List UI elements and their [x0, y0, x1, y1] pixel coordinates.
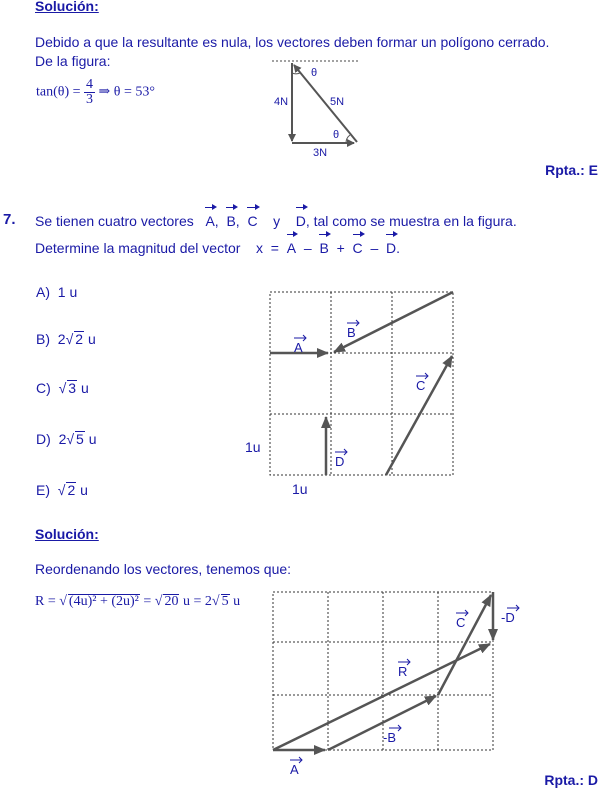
solution-label-a: A [290, 762, 299, 777]
option-e-unit: u [80, 482, 88, 498]
tan-fraction [84, 78, 95, 107]
option-d-unit: u [88, 431, 97, 447]
tan-rhs: ⇒ θ = 53° [98, 84, 155, 100]
grid-label-a: A [294, 340, 303, 355]
tan-denominator: 3 [86, 92, 94, 107]
vector-b-arrow [334, 292, 453, 352]
option-d-letter: D) [36, 431, 51, 447]
radical-icon: √ [154, 594, 163, 609]
solution-heading-1: Solución: [35, 0, 99, 14]
option-a[interactable] [36, 284, 77, 300]
expr-minus-1: – [303, 240, 312, 256]
solution-label-r: R [398, 664, 408, 679]
tan-lhs: tan(θ) = [36, 84, 81, 100]
formula-inner: (4u)² + (2u)² [68, 594, 139, 609]
expr-vector-d: D [386, 231, 396, 258]
vector-5n [294, 65, 357, 142]
label-5n: 5N [330, 96, 345, 108]
question-line2 [35, 231, 400, 258]
formula-coef: 2 [204, 594, 212, 609]
vector-c-label: C [247, 204, 257, 231]
tan-numerator: 4 [86, 77, 94, 92]
formula-u1: u = [182, 594, 202, 609]
option-c-radicand: 3 [68, 380, 77, 396]
solution-vector-c-arrow [438, 595, 491, 695]
unit-label-vertical: 1u [245, 439, 261, 455]
option-e[interactable] [36, 482, 88, 498]
option-c[interactable] [36, 380, 89, 396]
solution-intro-2: Reordenando los vectores, tenemos que: [35, 561, 292, 577]
radical-icon: √ [59, 594, 67, 609]
radical-icon: √ [57, 482, 66, 498]
vector-c-arrow [386, 356, 452, 475]
expr-plus: + [336, 240, 345, 256]
option-b[interactable] [36, 331, 96, 347]
option-c-letter: C) [36, 380, 51, 396]
grid-label-b: B [347, 325, 356, 340]
formula-u2: u [233, 594, 241, 609]
option-c-unit: u [80, 380, 89, 396]
angle-arc-bottom [346, 135, 350, 143]
vector-b-label: B [226, 204, 235, 231]
option-e-letter: E) [36, 482, 50, 498]
answer-1: Rpta.: E [545, 162, 598, 178]
option-d[interactable] [36, 431, 97, 447]
resultant-formula [35, 594, 240, 610]
unit-label-horizontal: 1u [292, 481, 308, 497]
option-b-radicand: 2 [75, 331, 84, 347]
label-3n: 3N [313, 147, 328, 159]
option-e-radicand: 2 [67, 482, 76, 498]
expr-minus-2: – [370, 240, 379, 256]
vector-a-label: A [205, 204, 214, 231]
triangle-figure [270, 55, 370, 160]
option-a-letter: A) [36, 284, 50, 300]
formula-rad5: 5 [221, 594, 229, 609]
comma-1: , [214, 213, 219, 229]
expr-vector-b: B [319, 231, 328, 258]
formula-r: R = [35, 594, 56, 609]
expr-vector-a: A [287, 231, 296, 258]
radical-icon: √ [58, 380, 67, 396]
tan-formula [36, 78, 155, 107]
option-d-radicand: 5 [76, 431, 84, 447]
label-theta-bottom: θ [333, 129, 340, 141]
radical-icon: √ [66, 431, 75, 447]
formula-rad20: 20 [164, 594, 179, 609]
solution-vector-negb-arrow [328, 696, 436, 750]
solution-vector-grid [258, 585, 538, 780]
question-intro-end: , tal como se muestra en la figura. [305, 213, 517, 229]
angle-arc-top [292, 73, 300, 74]
label-theta-top: θ [311, 67, 318, 79]
grid-lines [270, 292, 453, 475]
radical-icon: √ [65, 331, 74, 347]
radical-icon: √ [211, 594, 220, 609]
option-b-coef: 2 [57, 331, 66, 347]
question-line2-text: Determine la magnitud del vector [35, 240, 241, 256]
option-b-letter: B) [36, 331, 50, 347]
question-number: 7. [3, 211, 16, 228]
and-word: y [273, 213, 281, 229]
option-d-coef: 2 [58, 431, 67, 447]
expr-period: . [396, 240, 401, 256]
grid-label-c: C [416, 378, 426, 393]
grid-label-d: D [335, 454, 345, 469]
formula-eq: = [143, 594, 152, 609]
comma-2: , [235, 213, 240, 229]
x-variable: x [256, 240, 263, 256]
equals-sign: = [270, 240, 279, 256]
solution-heading-2: Solución: [35, 526, 99, 542]
label-4n: 4N [274, 96, 289, 108]
question-vector-grid [240, 286, 465, 501]
solution-label-c: C [456, 615, 466, 630]
question-intro: Se tienen cuatro vectores [35, 213, 194, 229]
question-line1 [35, 204, 600, 231]
solution-text-line1: Debido a que la resultante es nula, los vectores deben formar un polígono cerrado. [35, 34, 550, 50]
expr-vector-c: C [353, 231, 363, 258]
solution-label-negb: -B [383, 730, 396, 745]
solution-text-line2: De la figura: [35, 53, 111, 69]
vector-d-label: D [296, 204, 306, 231]
answer-2: Rpta.: D [544, 772, 598, 788]
solution-label-negd: -D [501, 610, 515, 625]
option-a-value: 1 u [57, 284, 78, 300]
solution-vector-r-arrow [273, 644, 490, 750]
option-b-unit: u [87, 331, 96, 347]
